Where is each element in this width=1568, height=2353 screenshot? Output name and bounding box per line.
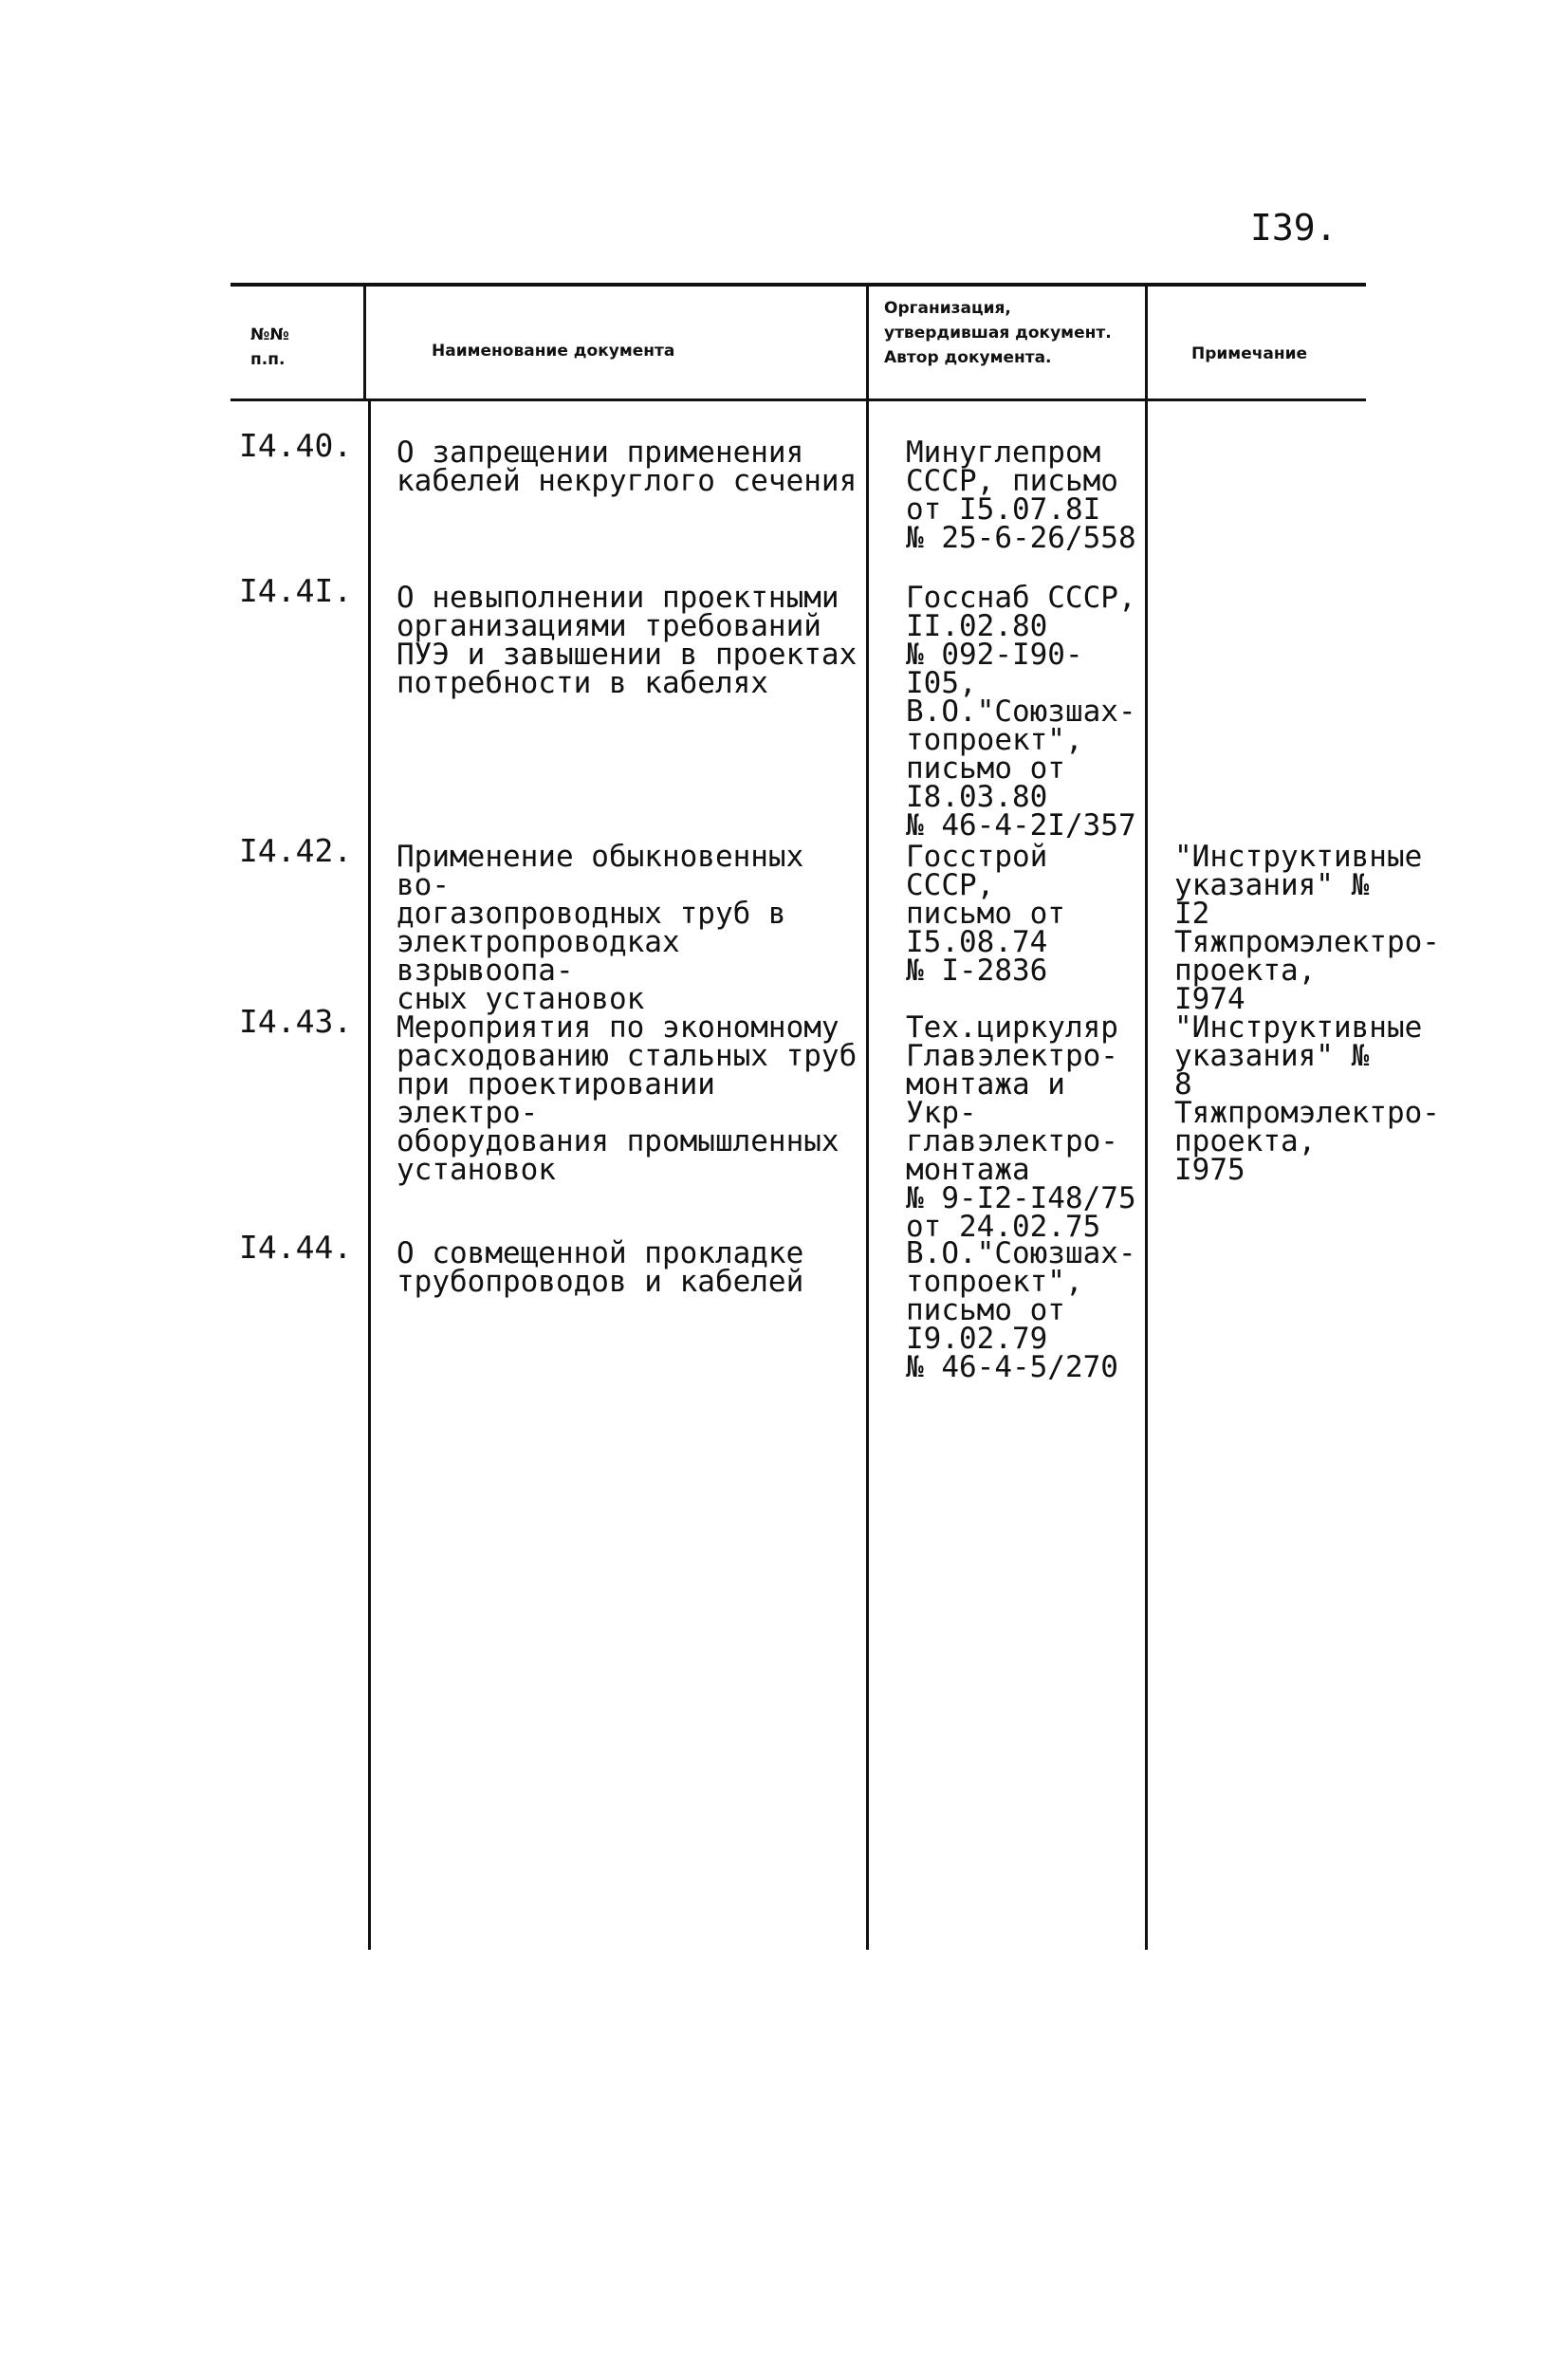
column-divider-3 — [1145, 283, 1148, 1950]
table-header-rule — [231, 398, 1366, 401]
row-document-name: Мероприятия по экономному расходованию стальных труб при проектировании электро- оборудования промышленных установок — [397, 1010, 858, 1187]
header-note: Примечание — [1191, 344, 1308, 363]
row-organization: Госснаб СССР, II.02.80 № 092-I90-I05, В.О."Союзшах- топроект", письмо от I8.03.80 № 46-4-2I/357 — [906, 581, 1136, 843]
row-organization: Тех.циркуляр Главэлектро- монтажа и Укр- главэлектро- монтажа № 9-I2-I48/75 от 24.02.75 — [906, 1010, 1136, 1244]
row-document-name: О запрещении применения кабелей некруглого сечения — [397, 435, 858, 498]
row-number: I4.42. — [239, 832, 353, 869]
header-number: №№ п.п. — [250, 325, 289, 369]
row-number: I4.40. — [239, 427, 353, 464]
row-organization: В.О."Союзшах- топроект", письмо от I9.02.79 № 46-4-5/270 — [906, 1236, 1136, 1384]
row-organization: Минуглепром СССР, письмо от I5.07.8I № 25-6-26/558 — [906, 435, 1136, 555]
column-divider-1 — [363, 283, 366, 401]
row-document-name: Применение обыкновенных во- догазопроводных труб в электропроводках взрывоопа- сных установок — [397, 840, 804, 1016]
row-organization: Госстрой СССР, письмо от I5.08.74 № I-2836 — [906, 840, 1065, 988]
row-number: I4.4I. — [239, 572, 353, 609]
row-document-name: О совмещенной прокладке трубопроводов и кабелей — [397, 1236, 804, 1299]
table-top-rule — [231, 283, 1366, 287]
row-number: I4.44. — [239, 1229, 353, 1266]
row-document-name: О невыполнении проектными организациями требований ПУЭ и завышении в проектах потребности в кабелях — [397, 581, 858, 700]
row-number: I4.43. — [239, 1003, 353, 1040]
column-divider-2 — [866, 283, 869, 1950]
row-note: "Инструктивные указания" № I2 Тяжпромэлектро- проекта, I974 — [1174, 840, 1440, 1016]
column-divider-1-body — [368, 401, 371, 1950]
header-organization: Организация, утвердившая документ. Автор документа. — [884, 299, 1112, 367]
page-number: I39. — [1250, 207, 1337, 249]
header-document-name: Наименование документа — [432, 342, 675, 361]
row-note: "Инструктивные указания" № 8 Тяжпромэлектро- проекта, I975 — [1174, 1010, 1440, 1187]
